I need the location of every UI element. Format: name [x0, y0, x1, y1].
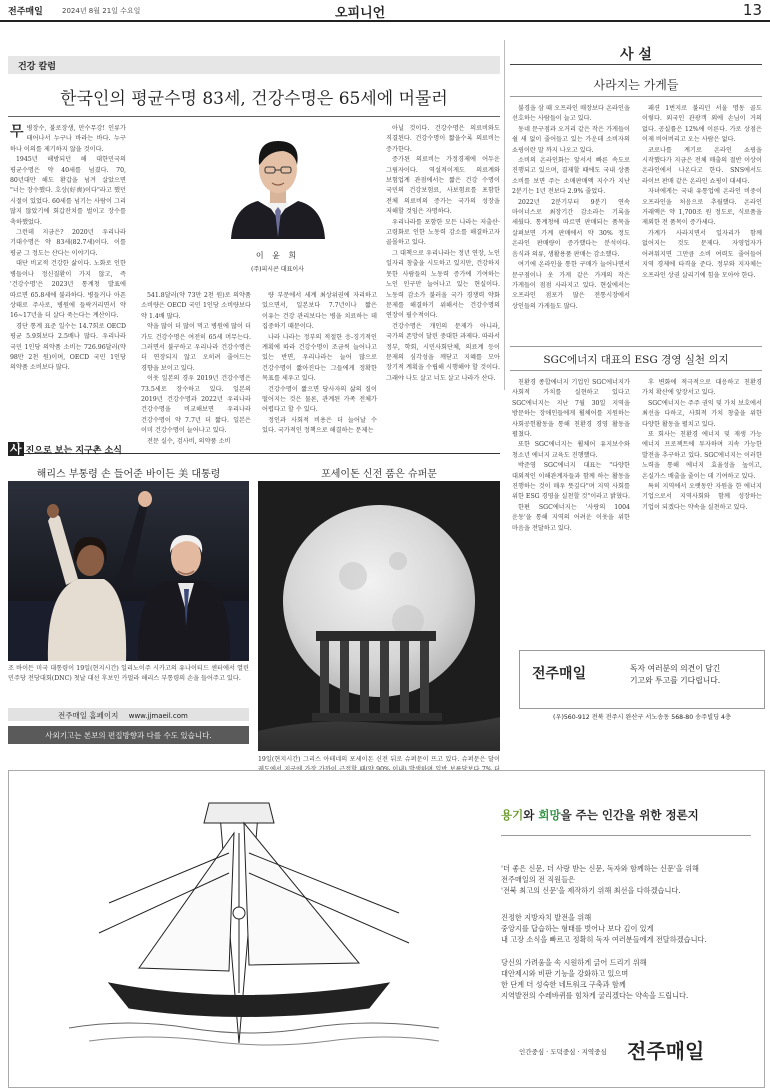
paragraph: 자녀에게는 국내 유통업에 온라인 비중이 오프라인을 처음으로 추월했다. 온라인 거래액은 약 1,700조 원 정도로, 식료품을 제외한 전 품목이 증가세다. — [642, 188, 762, 227]
ad-headline-part: 용기 — [501, 808, 524, 822]
photo1-caption: 조 바이든 미국 대통령이 19일(현지시간) 일리노이주 시카고의 유나이티드 센터에서 열린 민주당 전당대회(DNC) 첫날 대선 후보인 카멀라 해리스 부통령의 손을 들어주고 있다. — [8, 665, 249, 683]
masthead-logo[interactable]: 전주매일 — [8, 7, 43, 17]
ad-line: 진정한 지방자치 발전을 위해 — [501, 913, 592, 922]
paragraph: 여기에 온라인을 통한 구매가 늘어나면서 문구점이나 옷 가게 같은 가게의 작은 가게들이 점점 사라지고 있다. 현실에서는 오프라인 점포가 많은 전통시장에서 상인들의 가게들도 많다. — [512, 261, 630, 310]
photo-section-label — [8, 438, 500, 454]
address: (우)560-912 전북 전주시 완산구 서노송동 568-80 송주빌딩 4층 — [553, 714, 731, 721]
paragraph: 한편 SGC에너지는 '사랑의 1004 운동'을 통해 지역의 어려운 이웃을 위한 마음을 전달하고 있다. — [512, 503, 630, 532]
reader-submission-box — [519, 650, 765, 709]
homepage-link[interactable]: www.jjmaeil.com — [128, 712, 188, 720]
editorial-label: 사 설 — [620, 47, 652, 63]
pen-ship-illustration — [69, 793, 439, 1053]
ad-headline-part: 희망 — [538, 808, 561, 822]
paragraph: 패션 1번지로 불리던 서울 명동 골도 이렇다. 외국인 관광객 외에 손님이 거의 없다. 공실률은 12%에 이른다. 가로 상점은 이제 비어버리고 오는 사람은 없다. — [642, 105, 762, 144]
homepage-bar — [8, 708, 249, 721]
paragraph: 정인과 사회적 비용은 더 늘어날 수 있다. 국가적인 정책으로 해결하는 문제는 — [262, 416, 377, 435]
paragraph: 이웃 일본의 경우 2019년 건강수명은 73.5세로 장수하고 있다. 일본의 2019년 건강수명과 2022년 우리나라 건강수명을 비교해보면 우리나라 건강수명이 약 7.7년 더 짧다. 일본은 이미 건강수명이 늘어나고 있다. — [141, 375, 251, 435]
divider — [510, 346, 762, 347]
reader-box-line: 독자 여러분의 의견이 담긴 — [630, 664, 721, 673]
column-text-col4 — [386, 124, 500, 430]
photo1-title: 해리스 부통령 손 들어준 바이든 美 대통령 — [36, 469, 221, 480]
paragraph: SGC에너지는 주주 권익 및 가치 보호에서 최선을 다하고, 사회적 가치 창출을 위한 다양한 활동을 펼치고 있다. — [642, 399, 762, 428]
photo-biden-harris — [8, 481, 249, 661]
paragraph: 동네 문구점과 오거리 같은 작은 가게들이 쉴 새 없이 줄어들고 있는 가운데 소비자의 쇼핑이란 말 까지 나오고 있다. — [512, 125, 630, 154]
paragraph: 나라 나라는 정부의 적절한 응-징기적인 계획에 따라 건강수명이 조금씩 늘어나고 있는 반면, 우리나라는 늘어 많으로 건강수명이 짧아진다는 그들에게 정확한 목표를 세우고 있다. — [262, 333, 377, 383]
column-text-col1 — [10, 124, 126, 454]
column-label-bar — [8, 56, 500, 74]
esg-text-col1 — [512, 378, 630, 640]
editorial-headline: 사라지는 가게들 — [593, 78, 679, 92]
paragraph: 량 부문에서 세계 최상위권에 자리하고 있으면서, 일본보다 7.7년이나 짧은 이유는 건강 관리보다는 병을 치료하는 데 집중하기 때문이다. — [262, 292, 377, 331]
ad-line: 지역발전의 수레바퀴를 힘차게 굴리겠다는 약속을 드립니다. — [501, 991, 689, 1000]
paragraph: 그 대책으로 우리나라는 정년 연장, 노인 일자리 창출을 시도하고 있지만, 건강하지 못한 사람들의 노동력 증가에 기여하는 노인 인구만 늘어나고 있는 현실이다. 노동력 감소가 불러올 국가 경쟁력 약화 문제를 해결하기 위해서는 건강수명의 연장이 필수적이다. — [386, 249, 500, 320]
ad-line: '전북 최고의 신문'을 제작하기 위해 최선을 다하겠습니다. — [501, 886, 681, 895]
divider — [504, 40, 505, 390]
ad-paragraph-3 — [501, 957, 688, 1001]
promo-advertisement — [8, 770, 765, 1088]
photo2-caption: 19일(현지시간) 그리스 아테네의 포세이돈 신전 뒤로 슈퍼문이 뜨고 있다. 슈퍼문은 달이 — [258, 751, 500, 811]
paragraph: 또 회사는 친환경 에너지 및 재생 가능 에너지 프로젝트에 투자하며 지속 가능한 발전을 추구하고 있다. SGC에너지는 이러한 노력을 통해 에너지 효율성을 높이고, 온실가스 배출을 줄이는 데 기여하고 있다. — [642, 431, 762, 480]
ad-line: 한 단계 더 성숙한 네트워크 구축과 함께 — [501, 980, 626, 989]
page-number: 13 — [742, 1, 762, 19]
paragraph: 가계가 사라지면서 일자리가 함께 없어지는 것도 문제다. 자영업자가 어려워지면 그만큼 소비 여력도 줄어들어 지역 경제에 타격을 준다. 정부와 지자체는 오프라인 상권 살리기에 힘을 모아야 한다. — [642, 229, 762, 279]
divider — [510, 96, 762, 97]
paragraph: 경단 통계 표준 일수는 14.7회로 OECD 평균 5.9회보다 2.5배나 많다. 우리나라 국민 1인당 의약품 소비는 726.96달러(약 98만 2천 원)이며, OECD 국민 1인당 의약품 소비보다 많다. — [10, 322, 126, 372]
section-title: 오피니언 — [335, 6, 386, 21]
paragraph: 2022년 2분기부터 9분기 연속 마이너스로 최장기간 감소라는 기록을 세웠다. 통계청에 따르면 판매되는 품목을 살펴보면 가계 판매에서 약 30% 정도 온라인 판매량이 증가했다는 분석이다. 음식과 의류, 생활용품 판매는 감소했다. — [512, 198, 630, 258]
label-initial: 사 — [10, 442, 22, 456]
paragraph: 증가된 의료비는 가정경제에 어두운 그림자이다. 역설적이게도 의료계와 보험업계 관점에서는 짧은 건강 수명이 국민의 건강보험료, 사보험료를 포함한 전체 의료비의 증가는 국가의 성장을 저해할 것임은 자명하다. — [386, 156, 500, 216]
paragraph: 불경을 삼 때 오프라인 매장보다 온라인을 선호하는 사람들이 늘고 있다. — [512, 105, 630, 123]
column-text-col2 — [141, 291, 251, 445]
paragraph: 약을 많이 더 많이 먹고 병원에 많이 더 가도 건강수명은 여전히 65세 머무는다. 그러면서 불구하고 우리나라 건강수명은 더 연장되지 않고 오히려 줄어드는 경향을 보이고 있다. — [141, 323, 251, 372]
paragraph: 또한 SGC에너지는 휠체어 유지보수와 청소년 에너지 교육도 진행했다. — [512, 441, 630, 459]
ad-paragraph-1 — [501, 863, 699, 896]
divider — [8, 116, 500, 117]
ad-line: '더 좋은 신문, 더 사랑 받는 신문, 독자와 함께하는 신문'을 위해 — [501, 864, 700, 873]
esg-headline: SGC에너지 대표의 ESG 경영 실천 의지 — [543, 354, 729, 366]
issue-date: 2024년 8월 21일 수요일 — [62, 7, 141, 15]
paragraph: 친환경 종합에너지 기업인 SGC에너지가 사회적 가치를 실현하고 있다고 SGC에너지는 지난 7월 30일 지역을 방문하는 장애인들에게 휠체어를 지원하는 사회공헌활동을 통해 친환경 경영 활동을 펼쳤다. — [512, 379, 630, 439]
ad-paragraph-2 — [501, 912, 707, 945]
column-headline: 한국인의 평균수명 83세, 건강수명은 65세에 머물러 — [60, 89, 448, 109]
homepage-label: 전주매일 홈페이지 — [58, 711, 119, 720]
paragraph: 541.8달러(약 73만 2천 원)로 의약품 소비량은 OECD 국민 1인당 소비량보다 약 1.4배 많다. — [141, 292, 251, 320]
paragraph: 그런데 지금은? 2020년 우리나라 기대수명은 약 83세(82.7세)이다. 이를 평균 그 정도는 산다는 이야기다. — [10, 229, 126, 257]
photo2-title: 포세이돈 신전 품은 슈퍼문 — [321, 469, 437, 480]
reader-box-line: 기고와 투고를 기다립니다. — [630, 676, 721, 685]
paragraph: 아닐 것이다. 건강수명은 의료비와도 직결된다. 건강수명이 짧을수록 의료비는 증가한다. — [386, 125, 500, 153]
reader-box-logo: 전주매일 — [532, 666, 587, 682]
label-rest: 진으로 보는 지구촌 소식 — [25, 446, 122, 456]
ad-line: 대안제시와 비판 기능을 강화하고 있으며 — [501, 969, 629, 978]
divider — [510, 64, 762, 65]
photo-supermoon-temple — [258, 481, 500, 816]
paragraph: 건강수명이 짧으면 당사자의 삶의 질이 떨어지는 것은 물론, 관계된 가족 전체가 어렵다고 할 수 있다. — [262, 385, 377, 414]
ad-footer-logo: 전주매일 — [627, 1039, 705, 1063]
paragraph: 1945년 해방되던 해 대한민국의 평균수명은 약 40세를 넘겼다. 70, 80년대만 해도 환갑을 넘겨 살았으면 "너는 장수했다. 호상(好喪)이다"라고 했던 시절이 있었다. 60세를 넘기는 사람이 그리 많지 않았기에 회갑잔치를 벌이고 장수를 축하했었다. — [10, 156, 126, 226]
ad-footer-tagline: 인간중심 · 도덕중심 · 지역중심 — [519, 1048, 607, 1056]
drop-cap: 무 — [10, 124, 24, 140]
paragraph: 코로나를 계기로 온라인 쇼핑을 시작했다가 지금은 전체 매출의 절반 이상이 온라인에서 나온다고 한다. SNS에서도 라이브 판매 같은 온라인 쇼핑이 대세다. — [642, 146, 762, 185]
ad-headline-part: 을 주는 인간을 위한 정론지 — [560, 808, 699, 822]
author-role: (주)피시콘 대표이사 — [251, 266, 304, 273]
ad-line: 당신의 가려움을 속 시원하게 긁어 드리기 위해 — [501, 958, 647, 967]
reader-box-text — [630, 663, 720, 687]
ad-headline — [501, 807, 699, 823]
paragraph: 소비의 온라인화는 앞서서 빠른 속도로 진행되고 있으며, 결제할 때에도 국내 상품 소비를 보면 주는 소매판매액 지수가 지난 2분기는 1년 전보다 2.9% 줄었다. — [512, 157, 630, 196]
author-name: 이 윤 희 — [255, 251, 300, 260]
author-portrait — [223, 127, 333, 239]
column-text-col3 — [262, 291, 377, 435]
paragraph: 병장수, 불로장생, 만수무강! 인류가 태어나서 누구나 바라는 바다. 누구 하나 이의를 제기하지 않을 것이다. — [10, 125, 126, 153]
paragraph: 후 변화에 적극적으로 대응하고 친환경 가치 확산에 앞장서고 있다. — [642, 379, 762, 397]
paragraph: 대단 비교적 건강한 삶이다. 노화로 인한 병들이나 정신질환이 가지 않고, 즉 '건강수명'은 2023년 통계청 발표에 따르면 65.8세에 불과하다. 병들거나 아픈 상태로 주사로, 병원에 들락거리면서 약 16~17년을 더 살다 죽는다는 계산이다. — [10, 260, 126, 320]
paragraph: 우리나라를 포함한 모든 나라는 저출산·고령화로 인한 노동력 감소를 해결하고자 골몰하고 있다. — [386, 218, 500, 247]
column-label: 건강 칼럼 — [18, 62, 56, 72]
ad-line: 전주매일의 전 직원들은 — [501, 875, 576, 884]
ad-headline-part: 와 — [523, 808, 539, 822]
ad-line: 중앙지를 답습하는 형태를 벗어나 보다 깊이 있게 — [501, 924, 654, 933]
divider — [501, 835, 751, 836]
editorial-text-col2 — [642, 104, 762, 346]
paragraph: 건강수명은 개인의 문제가 아니라, 국가의 존망이 달린 중대한 과제다. 따라서 정부, 학회, 시민사회단체, 의료계 등이 문제의 심각성을 깨닫고 지혜를 모아 장기적 계획을 수립해 시행해야 할 것이다. 그래야 나도 살고 너도 살고 나라가 산다. — [386, 322, 500, 382]
paragraph: 특히 지역에서 오랫동안 자원을 한 에너지 기업으로서 지역사회와 함께 성장하는 기업이 되겠다는 약속을 실천하고 있다. — [642, 483, 762, 511]
paragraph: 전문 실수, 검사비, 의약품 소비 — [147, 437, 231, 445]
esg-text-col2 — [642, 378, 762, 640]
editorial-text-col1 — [512, 104, 630, 346]
divider — [510, 370, 762, 371]
paragraph: 박준영 SGC에너지 대표는 "다양한 대외적인 이해관계자들과 함께 하는 활동을 진행하는 것이 매우 뜻깊다"며 지역 사회를 위한 ESG 경영을 실천할 것"이라고 밝혔다. — [512, 462, 631, 501]
notice-bar: 사외기고는 본보의 편집방향과 다를 수도 있습니다. — [8, 726, 249, 744]
page-header — [0, 0, 770, 22]
ad-line: 내 고장 소식을 빠르고 정확히 독자 여러분들에게 전달하겠습니다. — [501, 935, 707, 944]
